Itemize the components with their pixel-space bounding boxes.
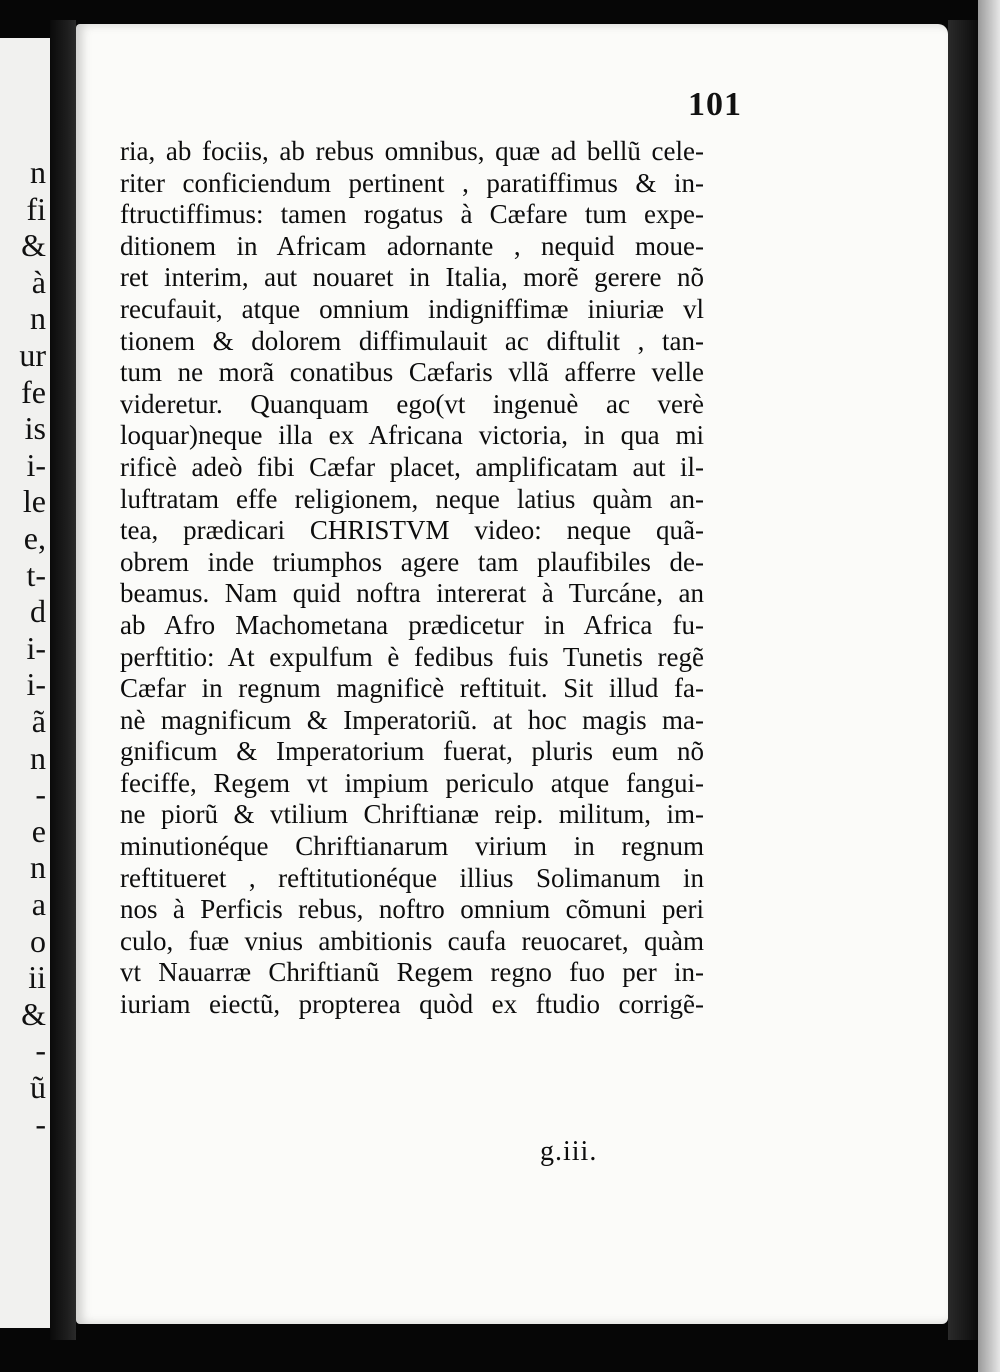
- margin-fragment: -: [35, 1107, 46, 1140]
- margin-fragment: t-: [26, 558, 46, 591]
- margin-fragment: -: [35, 1034, 46, 1067]
- text-line: culo, fuæ vnius ambitionis caufa reuocaret, quàm: [120, 925, 704, 956]
- text-line: beamus. Nam quid noftra intererat à Turcáne, an: [120, 578, 704, 609]
- margin-fragment: n: [30, 741, 46, 774]
- margin-fragment: &: [21, 229, 46, 262]
- text-line: minutionéque Chriftianarum virium in regnum: [120, 831, 704, 862]
- text-line: tionem & dolorem diffimulauit ac diftulit , tan-: [120, 325, 704, 356]
- margin-fragment: ur: [19, 339, 46, 371]
- margin-fragment: is: [24, 412, 46, 445]
- text-line: rificè adeò fibi Cæfar placet, amplificatam aut il-: [120, 451, 704, 482]
- text-line: perftitio: At expulfum è fedibus fuis Tunetis regẽ: [120, 641, 704, 672]
- text-line: tea, prædicari CHRISTVM video: neque quã-: [120, 515, 704, 546]
- text-line: obrem inde triumphos agere tam plaufibiles de-: [120, 546, 704, 577]
- text-line: loquar)neque illa ex Africana victoria, in qua mi: [120, 420, 704, 451]
- margin-fragment: i-: [26, 631, 46, 664]
- margin-fragment: le: [22, 485, 46, 518]
- margin-fragment: o: [30, 924, 46, 957]
- text-line: videretur. Quanquam ego(vt ingenuè ac verè: [120, 388, 704, 419]
- margin-fragment: d: [30, 595, 46, 628]
- page-edge-shadow: [948, 20, 978, 1340]
- margin-fragment: n: [30, 156, 46, 188]
- text-line: riter conficiendum pertinent , paratiffimus & in-: [120, 167, 704, 198]
- margin-fragment: e: [31, 814, 46, 847]
- margin-fragment: -: [35, 778, 46, 811]
- margin-fragment: à: [31, 265, 46, 298]
- text-line: Cæfar in regnum magnificè reftituit. Sit illud fa-: [120, 673, 704, 704]
- margin-fragment: i-: [26, 448, 46, 481]
- text-line: ab Afro Machometana prædicetur in Africa fu-: [120, 609, 704, 640]
- text-line: ria, ab fociis, ab rebus omnibus, quæ ad bellũ cele-: [120, 136, 704, 166]
- margin-fragment: i-: [26, 668, 46, 701]
- text-line: iuriam eiectũ, propterea quòd ex ftudio corrigẽ-: [120, 989, 704, 1020]
- margin-fragment: a: [31, 888, 46, 920]
- text-line: ret interim, aut nouaret in Italia, morẽ gerere nõ: [120, 262, 704, 293]
- left-facing-page: [0, 38, 52, 1328]
- text-line: ftructiffimus: tamen rogatus à Cæfare tum expe-: [120, 199, 704, 230]
- text-line: ditionem in Africam adornante , nequid moue-: [120, 230, 704, 261]
- margin-fragment: fi: [26, 192, 46, 225]
- margin-fragment: e,: [23, 522, 46, 554]
- left-page-margin-fragments: [0, 38, 50, 1328]
- text-line: gnificum & Imperatorium fuerat, pluris eum nõ: [120, 736, 704, 767]
- text-line: recufauit, atque omnium indigniffimæ iniuriæ vl: [120, 293, 704, 324]
- binding-gutter: [50, 20, 76, 1340]
- margin-fragment: n: [30, 851, 46, 884]
- text-line: reftitueret , reftitutionéque illius Solimanum in: [120, 862, 704, 893]
- signature-mark: g.iii.: [540, 1136, 598, 1167]
- margin-fragment: &: [21, 997, 46, 1030]
- margin-fragment: fe: [21, 375, 46, 408]
- text-line: nos à Perficis rebus, noftro omnium cõmuni peri: [120, 894, 704, 925]
- text-line: luftratam effe religionem, neque latius quàm an-: [120, 483, 704, 514]
- margin-fragment: n: [30, 302, 46, 335]
- body-text: [120, 136, 704, 1021]
- text-line: feciffe, Regem vt impium periculo atque fangui-: [120, 767, 704, 798]
- background-edge: [978, 0, 1000, 1372]
- text-line: vt Nauarræ Chriftianũ Regem regno fuo per in-: [120, 957, 704, 988]
- margin-fragment: ũ: [30, 1071, 46, 1103]
- text-line: tum ne morã conatibus Cæfaris vllã afferre velle: [120, 357, 704, 388]
- folio-number: 101: [688, 86, 742, 123]
- text-line: ne piorũ & vtilium Chriftianæ reip. militum, im-: [120, 799, 704, 830]
- margin-fragment: ii: [28, 961, 46, 994]
- margin-fragment: ã: [31, 705, 46, 737]
- text-line: nè magnificum & Imperatoriũ. at hoc magis ma-: [120, 704, 704, 735]
